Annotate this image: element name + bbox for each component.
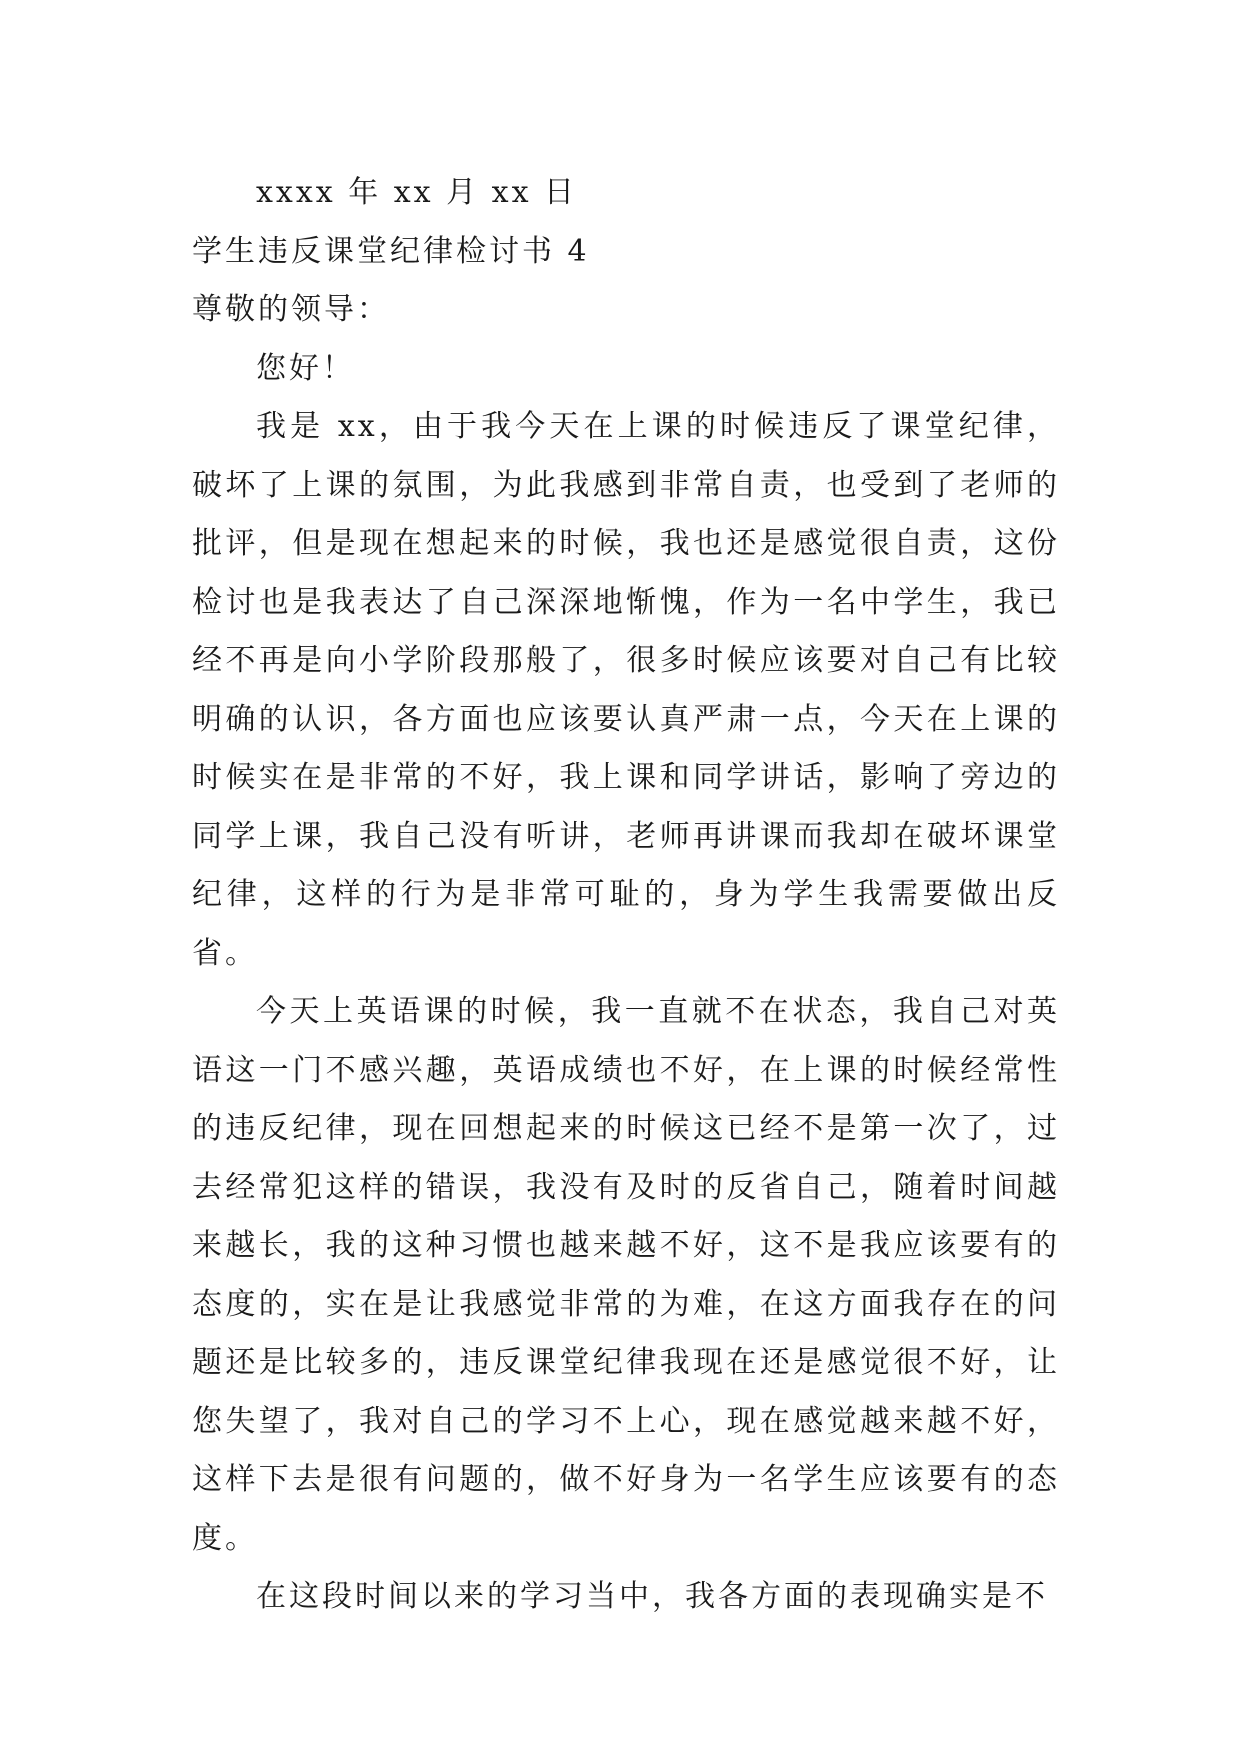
date-line: xxxx 年 xx 月 xx 日 <box>256 175 578 210</box>
paragraph-2: 今天上英语课的时候，我一直就不在状态，我自己对英语这一门不感兴趣，英语成绩也不好，在上课的时候经常性的违反纪律，现在回想起来的时候这已经不是第一次了，过去经常犯这样的错误，我没有及时的反省自己，随着时间越来越长，我的这种习惯也越来越不好，这不是我应该要有的态度的，实在是让我感觉非常的为难，在这方面我存在的问题还是比较多的，违反课堂纪律我现在还是感觉很不好，让您失望了，我对自己的学习不上心，现在感觉越来越不好，这样下去是很有问题的，做不好身为一名学生应该要有的态度。 <box>192 994 1060 1556</box>
paragraph-3: 在这段时间以来的学习当中，我各方面的表现确实是不 <box>256 1579 1048 1614</box>
salutation: 尊敬的领导： <box>192 292 390 327</box>
document-body <box>192 164 1060 1627</box>
greeting: 您好！ <box>256 350 355 386</box>
document-title: 学生违反课堂纪律检讨书 4 <box>192 233 590 269</box>
paragraph-1: 我是 xx，由于我今天在上课的时候违反了课堂纪律，破坏了上课的氛围，为此我感到非常自责，也受到了老师的批评，但是现在想起来的时候，我也还是感觉很自责，这份检讨也是我表达了自己深深地惭愧，作为一名中学生，我已经不再是向小学阶段那般了，很多时候应该要对自己有比较明确的认识，各方面也应该要认真严肃一点，今天在上课的时候实在是非常的不好，我上课和同学讲话，影响了旁边的同学上课，我自己没有听讲，老师再讲课而我却在破坏课堂纪律，这样的行为是非常可耻的，身为学生我需要做出反省。 <box>192 409 1060 971</box>
